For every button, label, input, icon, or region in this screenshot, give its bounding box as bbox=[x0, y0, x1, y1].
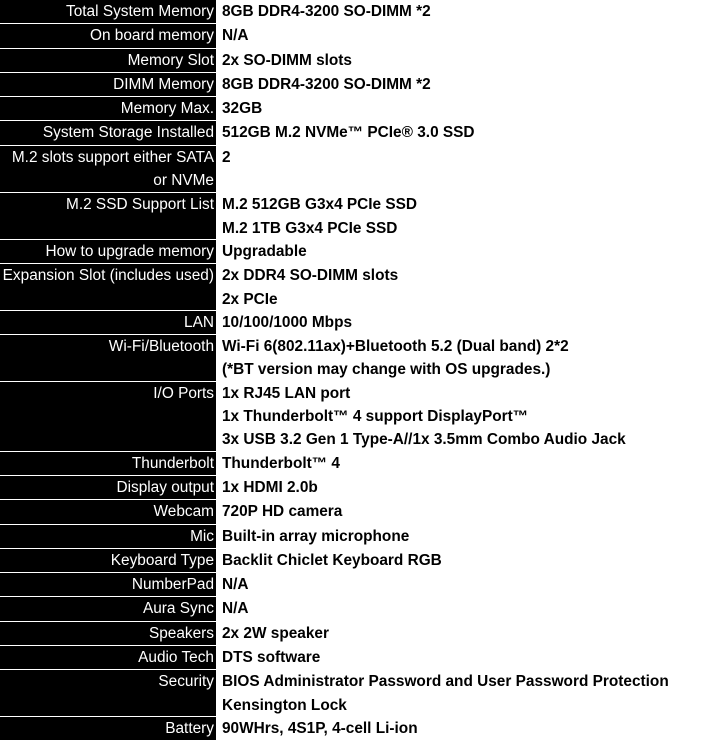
spec-value-line: 2x SO-DIMM slots bbox=[222, 51, 352, 69]
spec-row bbox=[0, 193, 723, 240]
spec-value-line: 1x Thunderbolt™ 4 support DisplayPort™ bbox=[222, 408, 529, 426]
spec-label-line: Security bbox=[158, 673, 214, 691]
spec-value-line: Thunderbolt™ 4 bbox=[222, 454, 340, 472]
spec-label bbox=[0, 622, 216, 646]
spec-label-line: I/O Ports bbox=[153, 384, 214, 402]
spec-value-line: N/A bbox=[222, 576, 249, 594]
spec-value-line: N/A bbox=[222, 27, 249, 45]
spec-label bbox=[0, 670, 216, 717]
spec-value-line: Kensington Lock bbox=[222, 696, 347, 714]
spec-value-line: 1x RJ45 LAN port bbox=[222, 384, 351, 402]
spec-value-line: M.2 1TB G3x4 PCIe SSD bbox=[222, 219, 398, 237]
spec-value-line: M.2 512GB G3x4 PCIe SSD bbox=[222, 196, 418, 214]
spec-row bbox=[0, 573, 723, 597]
spec-value-line: 32GB bbox=[222, 100, 263, 118]
spec-value bbox=[216, 622, 723, 646]
spec-value-line: 3x USB 3.2 Gen 1 Type-A//1x 3.5mm Combo Audio Jack bbox=[222, 431, 626, 449]
spec-label bbox=[0, 525, 216, 549]
spec-label bbox=[0, 73, 216, 97]
spec-label-line: NumberPad bbox=[131, 576, 214, 594]
spec-label-line: Expansion Slot (includes used) bbox=[2, 267, 214, 285]
spec-value-line: 2x 2W speaker bbox=[222, 624, 329, 642]
spec-label bbox=[0, 97, 216, 121]
spec-value bbox=[216, 500, 723, 524]
spec-label bbox=[0, 500, 216, 524]
spec-row bbox=[0, 335, 723, 382]
spec-value bbox=[216, 240, 723, 264]
spec-value bbox=[216, 264, 723, 311]
spec-value bbox=[216, 121, 723, 145]
spec-label bbox=[0, 597, 216, 621]
spec-row bbox=[0, 452, 723, 476]
spec-value bbox=[216, 335, 723, 382]
spec-value bbox=[216, 49, 723, 73]
spec-label-line: Display output bbox=[116, 478, 214, 496]
spec-row bbox=[0, 146, 723, 194]
spec-label bbox=[0, 549, 216, 573]
spec-row bbox=[0, 264, 723, 311]
spec-value-line: Built-in array microphone bbox=[222, 527, 410, 545]
spec-label bbox=[0, 573, 216, 597]
spec-label bbox=[0, 264, 216, 311]
spec-label-line: Thunderbolt bbox=[131, 454, 214, 472]
spec-row bbox=[0, 0, 723, 24]
spec-label-line: Wi-Fi/Bluetooth bbox=[108, 338, 214, 356]
spec-label-line: Webcam bbox=[153, 503, 214, 521]
spec-value-line: 1x HDMI 2.0b bbox=[222, 478, 318, 496]
spec-value bbox=[216, 452, 723, 476]
spec-label bbox=[0, 382, 216, 452]
spec-value-line: 2x PCIe bbox=[222, 290, 278, 308]
spec-row bbox=[0, 670, 723, 717]
spec-value bbox=[216, 382, 723, 452]
spec-row bbox=[0, 97, 723, 121]
spec-value bbox=[216, 670, 723, 717]
spec-label-line: or NVMe bbox=[153, 172, 214, 190]
spec-value bbox=[216, 717, 723, 741]
spec-value bbox=[216, 193, 723, 240]
spec-value bbox=[216, 97, 723, 121]
spec-label-line: Memory Slot bbox=[127, 51, 214, 69]
spec-label bbox=[0, 121, 216, 145]
spec-value-line: 2x DDR4 SO-DIMM slots bbox=[222, 267, 399, 285]
spec-row bbox=[0, 24, 723, 48]
spec-label bbox=[0, 24, 216, 48]
spec-label-line: Keyboard Type bbox=[110, 551, 214, 569]
spec-label-line: System Storage Installed bbox=[42, 124, 214, 142]
spec-label-line: Battery bbox=[165, 719, 214, 737]
spec-value-line: Wi-Fi 6(802.11ax)+Bluetooth 5.2 (Dual band) 2*2 bbox=[222, 338, 569, 356]
spec-row bbox=[0, 49, 723, 73]
spec-label-line: Speakers bbox=[148, 624, 214, 642]
spec-value bbox=[216, 24, 723, 48]
spec-value-line: N/A bbox=[222, 600, 249, 618]
spec-value-line: 720P HD camera bbox=[222, 503, 343, 521]
spec-label bbox=[0, 717, 216, 741]
spec-label-line: M.2 SSD Support List bbox=[66, 196, 214, 214]
spec-value-line: DTS software bbox=[222, 649, 321, 667]
spec-value bbox=[216, 573, 723, 597]
spec-row bbox=[0, 622, 723, 646]
spec-value-line: (*BT version may change with OS upgrades.) bbox=[222, 361, 551, 379]
spec-label bbox=[0, 49, 216, 73]
spec-value-line: Backlit Chiclet Keyboard RGB bbox=[222, 551, 442, 569]
spec-value bbox=[216, 0, 723, 24]
spec-row bbox=[0, 121, 723, 145]
spec-label-line: Audio Tech bbox=[138, 649, 214, 667]
spec-value-line: 8GB DDR4-3200 SO-DIMM *2 bbox=[222, 3, 431, 20]
spec-value bbox=[216, 476, 723, 500]
spec-row bbox=[0, 646, 723, 670]
spec-value bbox=[216, 549, 723, 573]
spec-label-line: Mic bbox=[190, 527, 214, 545]
spec-label bbox=[0, 0, 216, 24]
spec-label-line: DIMM Memory bbox=[113, 75, 214, 93]
spec-row bbox=[0, 500, 723, 524]
spec-value bbox=[216, 646, 723, 670]
spec-label bbox=[0, 146, 216, 194]
spec-value bbox=[216, 311, 723, 335]
spec-label bbox=[0, 240, 216, 264]
spec-label bbox=[0, 646, 216, 670]
spec-label bbox=[0, 311, 216, 335]
spec-label-line: Memory Max. bbox=[120, 100, 214, 118]
spec-value bbox=[216, 597, 723, 621]
spec-row bbox=[0, 73, 723, 97]
spec-value-line: BIOS Administrator Password and User Password Protection bbox=[222, 673, 669, 691]
spec-value-line: 2 bbox=[222, 148, 231, 166]
spec-value-line: 90WHrs, 4S1P, 4-cell Li-ion bbox=[222, 719, 418, 737]
spec-label bbox=[0, 335, 216, 382]
spec-value bbox=[216, 146, 723, 194]
spec-row bbox=[0, 549, 723, 573]
spec-row bbox=[0, 311, 723, 335]
spec-label-line: LAN bbox=[184, 313, 214, 331]
spec-value bbox=[216, 525, 723, 549]
spec-label-line: On board memory bbox=[89, 27, 214, 45]
spec-value-line: 10/100/1000 Mbps bbox=[222, 313, 353, 331]
spec-row bbox=[0, 717, 723, 741]
spec-value-line: 512GB M.2 NVMe™ PCIe® 3.0 SSD bbox=[222, 124, 475, 142]
spec-label bbox=[0, 476, 216, 500]
spec-row bbox=[0, 525, 723, 549]
spec-label-line: Aura Sync bbox=[142, 600, 214, 618]
spec-row bbox=[0, 240, 723, 264]
spec-label-line: M.2 slots support either SATA bbox=[11, 148, 214, 166]
spec-row bbox=[0, 476, 723, 500]
spec-label bbox=[0, 193, 216, 240]
spec-label-line: How to upgrade memory bbox=[45, 242, 214, 260]
spec-value-line: Upgradable bbox=[222, 242, 307, 260]
spec-row bbox=[0, 382, 723, 452]
spec-value bbox=[216, 73, 723, 97]
spec-value-line: 8GB DDR4-3200 SO-DIMM *2 bbox=[222, 75, 431, 93]
spec-row bbox=[0, 597, 723, 621]
spec-label-line: Total System Memory bbox=[66, 3, 214, 20]
spec-label bbox=[0, 452, 216, 476]
